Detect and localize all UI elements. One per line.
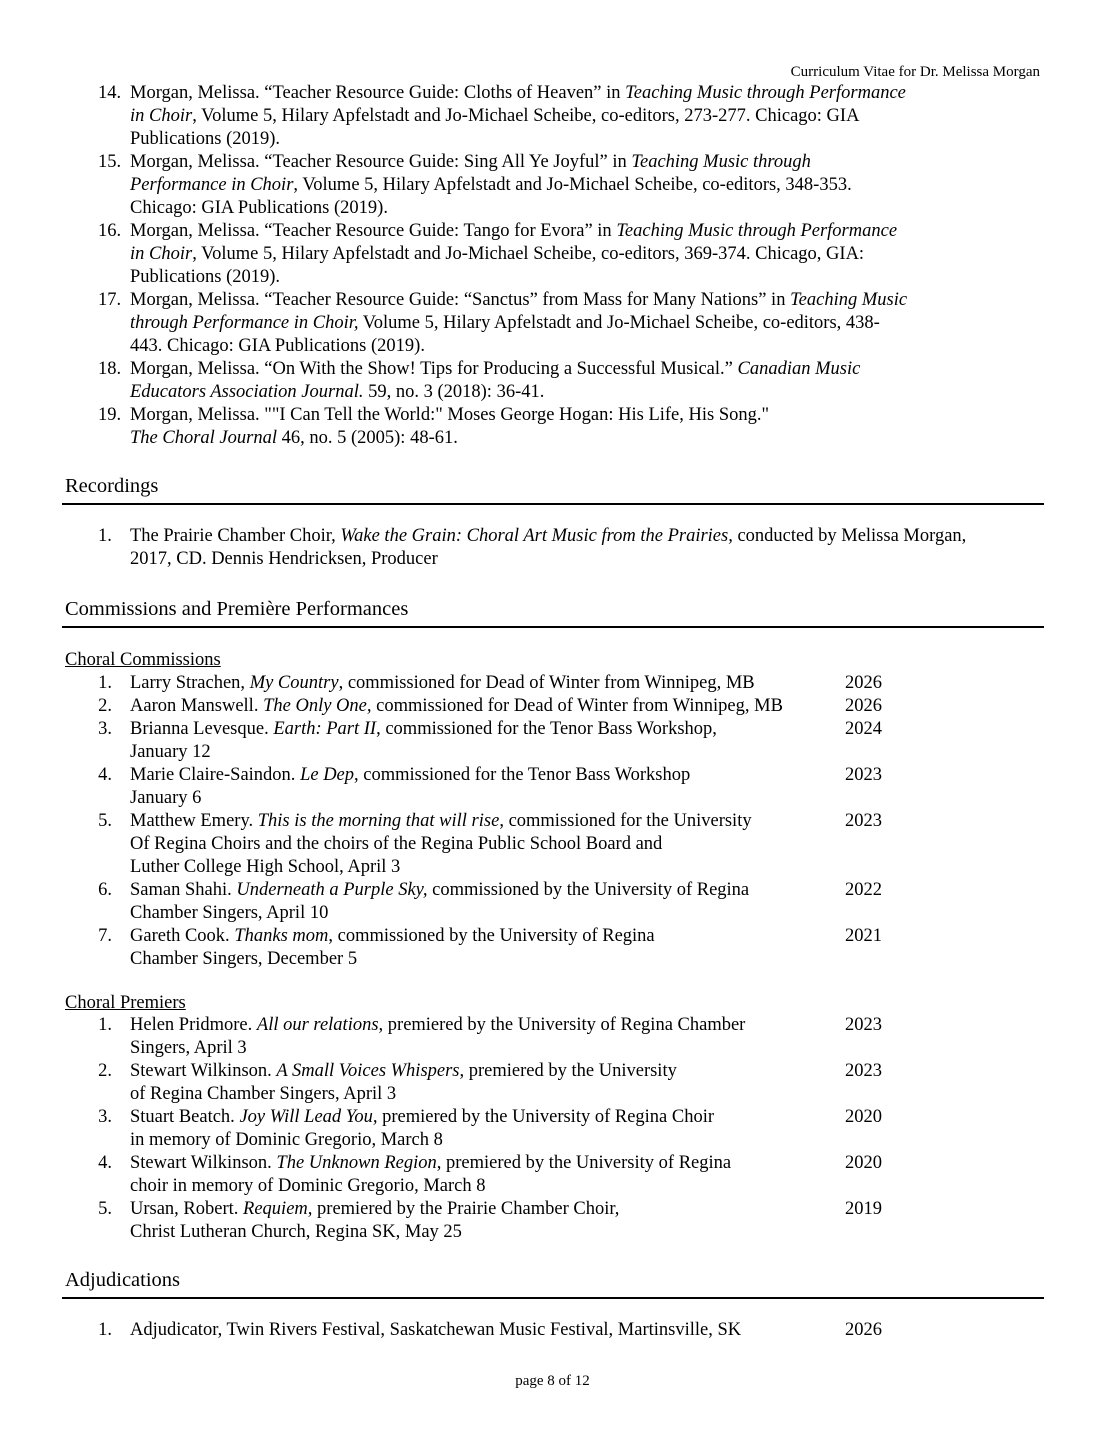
item-number: 3. (98, 1107, 112, 1127)
item-year: 2023 (845, 1061, 882, 1081)
item-number: 19. (98, 405, 122, 425)
section-title: Adjudications (62, 1268, 1044, 1299)
item-number: 3. (98, 719, 112, 739)
publication-item: 18. Morgan, Melissa. “On With the Show! Tips for Producing a Successful Musical.” Canadian Music Educators Association Journal. 59, no. 3 (2018): 36-41. (98, 359, 861, 402)
list-item: 5. Ursan, Robert. Requiem, premiered by the Prairie Chamber Choir, Christ Lutheran Church, Regina SK, May 25 2019 (90, 1198, 890, 1244)
list-item: 1. Adjudicator, Twin Rivers Festival, Saskatchewan Music Festival, Martinsville, SK 2026 (90, 1319, 890, 1342)
item-year: 2026 (845, 673, 882, 693)
item-year: 2020 (845, 1107, 882, 1127)
publication-item: 19. Morgan, Melissa. ""I Can Tell the World:" Moses George Hogan: His Life, His Song." The Choral Journal 46, no. 5 (2005): 48-61. (98, 405, 770, 448)
item-number: 4. (98, 765, 112, 785)
adjudications-list (90, 1319, 890, 1342)
item-year: 2022 (845, 880, 882, 900)
publication-item: 14. Morgan, Melissa. “Teacher Resource Guide: Cloths of Heaven” in Teaching Music through Performance in Choir, Volume 5, Hilary Apfelstadt and Jo-Michael Scheibe, co-editors, 273-277. Chicago: GIA Publications (2019). (98, 83, 906, 149)
item-year: 2026 (845, 1320, 882, 1340)
item-number: 1. (98, 526, 112, 546)
item-number: 17. (98, 290, 122, 310)
choral-premiers-heading: Choral Premiers (65, 993, 186, 1013)
item-number: 16. (98, 221, 122, 241)
item-number: 18. (98, 359, 122, 379)
section-title: Commissions and Première Performances (62, 597, 1044, 628)
item-number: 2. (98, 1061, 112, 1081)
publication-item: 17. Morgan, Melissa. “Teacher Resource Guide: “Sanctus” from Mass for Many Nations” in Teaching Music through Performance in Choir, Volume 5, Hilary Apfelstadt and Jo-Michael Scheibe, co-editors, 438- 443. Chicago: GIA Publications (2019). (98, 290, 908, 356)
page-number: page 8 of 12 (515, 1373, 590, 1389)
list-item: 2. Stewart Wilkinson. A Small Voices Whispers, premiered by the University of Regina Chamber Singers, April 3 2023 (90, 1060, 890, 1106)
recordings-list (98, 525, 1038, 571)
item-year: 2026 (845, 696, 882, 716)
list-item: 4. Stewart Wilkinson. The Unknown Region, premiered by the University of Regina choir in memory of Dominic Gregorio, March 8 2020 (90, 1152, 890, 1198)
list-item: 1. Larry Strachen, My Country, commissioned for Dead of Winter from Winnipeg, MB 2026 (90, 672, 890, 695)
list-item: 1. Helen Pridmore. All our relations, premiered by the University of Regina Chamber Singers, April 3 2023 (90, 1014, 890, 1060)
item-number: 1. (98, 1015, 112, 1035)
item-year: 2023 (845, 811, 882, 831)
publication-item: 16. Morgan, Melissa. “Teacher Resource Guide: Tango for Evora” in Teaching Music through Performance in Choir, Volume 5, Hilary Apfelstadt and Jo-Michael Scheibe, co-editors, 369-374. Chicago, GIA: Publications (2019). (98, 221, 898, 287)
item-year: 2023 (845, 765, 882, 785)
item-year: 2019 (845, 1199, 882, 1219)
commissions-section (62, 597, 1044, 628)
item-year: 2020 (845, 1153, 882, 1173)
choral-commissions-list (90, 672, 890, 971)
item-number: 4. (98, 1153, 112, 1173)
list-item: 3. Stuart Beatch. Joy Will Lead You, premiered by the University of Regina Choir in memory of Dominic Gregorio, March 8 2020 (90, 1106, 890, 1152)
section-title: Recordings (62, 474, 1044, 505)
list-item: 7. Gareth Cook. Thanks mom, commissioned by the University of Regina Chamber Singers, December 5 2021 (90, 925, 890, 971)
item-number: 1. (98, 1320, 112, 1340)
publications-list (98, 82, 988, 450)
item-number: 5. (98, 811, 112, 831)
running-header: Curriculum Vitae for Dr. Melissa Morgan (790, 64, 1040, 80)
item-year: 2021 (845, 926, 882, 946)
item-number: 5. (98, 1199, 112, 1219)
list-item: 2. Aaron Manswell. The Only One, commissioned for Dead of Winter from Winnipeg, MB 2026 (90, 695, 890, 718)
item-number: 14. (98, 83, 122, 103)
adjudications-section (62, 1268, 1044, 1299)
publication-item: 15. Morgan, Melissa. “Teacher Resource Guide: Sing All Ye Joyful” in Teaching Music through Performance in Choir, Volume 5, Hilary Apfelstadt and Jo-Michael Scheibe, co-editors, 348-353. Chicago: GIA Publications (2019). (98, 152, 852, 218)
item-number: 7. (98, 926, 112, 946)
item-year: 2023 (845, 1015, 882, 1035)
choral-premiers-list (90, 1014, 890, 1244)
choral-commissions-heading: Choral Commissions (65, 650, 221, 670)
list-item: 3. Brianna Levesque. Earth: Part II, commissioned for the Tenor Bass Workshop, January 12 2024 (90, 718, 890, 764)
recording-item: 1. The Prairie Chamber Choir, Wake the Grain: Choral Art Music from the Prairies, conducted by Melissa Morgan, 2017, CD. Dennis Hendricksen, Producer (98, 526, 967, 569)
item-number: 15. (98, 152, 122, 172)
list-item: 5. Matthew Emery. This is the morning that will rise, commissioned for the University Of Regina Choirs and the choirs of the Regina Public School Board and Luther College High School, April 3 2023 (90, 810, 890, 879)
item-number: 2. (98, 696, 112, 716)
item-number: 6. (98, 880, 112, 900)
item-year: 2024 (845, 719, 882, 739)
recordings-section (62, 474, 1044, 505)
list-item: 4. Marie Claire-Saindon. Le Dep, commissioned for the Tenor Bass Workshop January 6 2023 (90, 764, 890, 810)
list-item: 6. Saman Shahi. Underneath a Purple Sky, commissioned by the University of Regina Chamber Singers, April 10 2022 (90, 879, 890, 925)
item-number: 1. (98, 673, 112, 693)
